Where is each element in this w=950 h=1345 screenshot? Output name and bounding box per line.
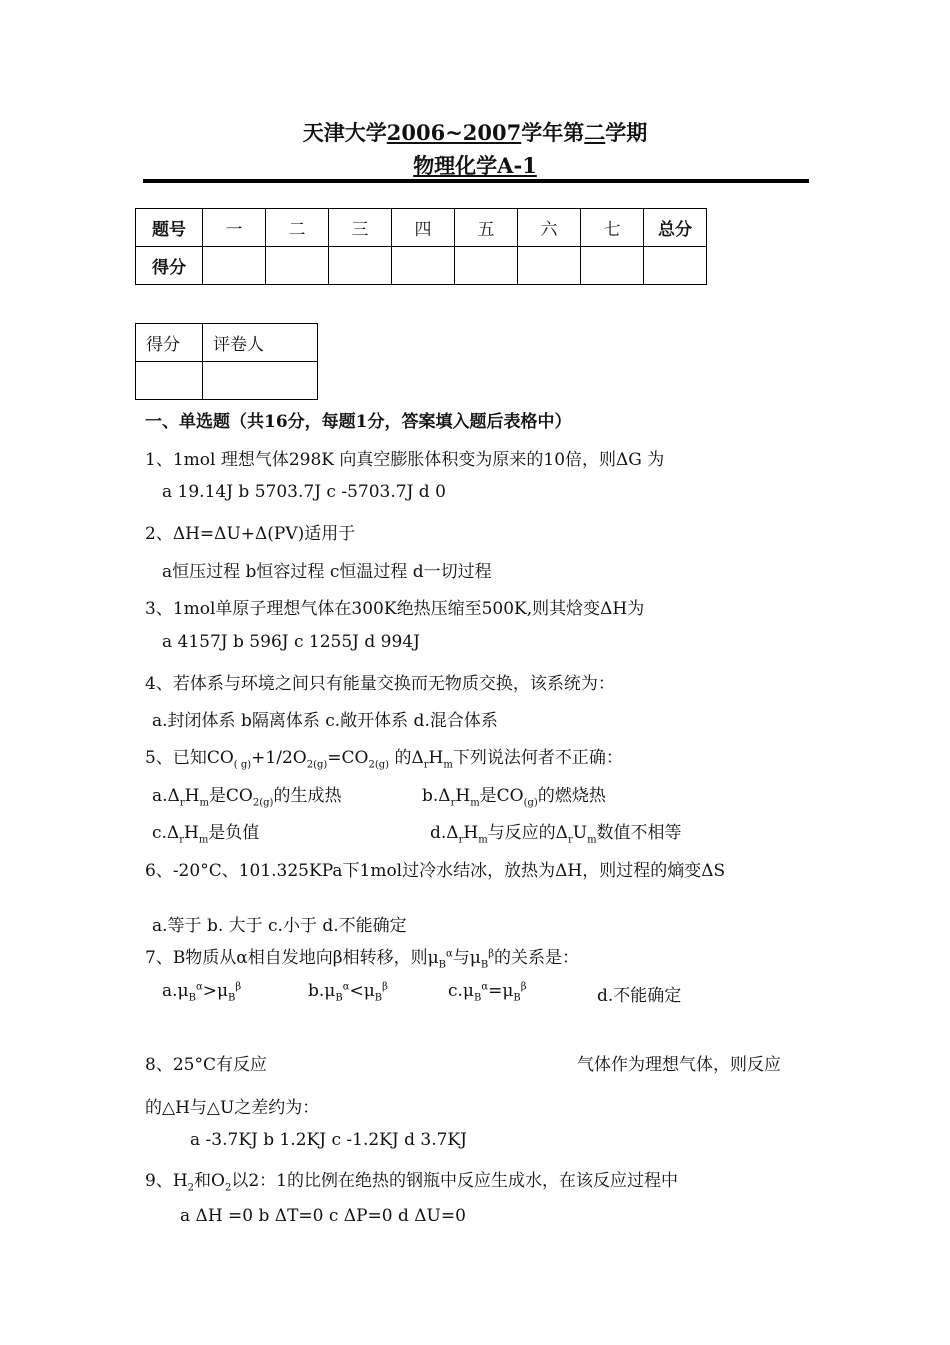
question-5-option-a: $a.\Delta_rH_m$是$CO_{2(g)}$的生成热 (152, 786, 342, 809)
question-4-options: a.封闭体系 b隔离体系 c.敞开体系 d.混合体系 (152, 711, 498, 731)
question-5: 5、已知$CO_{( g)}+1/2O_{2(g)}=CO_{2(g)}$ 的$\Delta_rH_m$下列说法何者不正确： (145, 748, 623, 771)
question-8-left: 8、25°C有反应 (145, 1055, 267, 1075)
score-header-cell: 一 (203, 209, 266, 247)
grader-score-cell[interactable] (136, 362, 203, 400)
grader-name-label: 评卷人 (203, 324, 318, 362)
question-8-line2: 的△H与△U之差约为： (145, 1098, 320, 1118)
score-cell[interactable] (392, 247, 455, 285)
question-8-right: 气体作为理想气体，则反应 (577, 1055, 781, 1075)
question-7-option-b: $b.\mu_B^\alpha<\mu_B^\beta$ (308, 981, 388, 1004)
question-8-options: a -3.7KJ b 1.2KJ c -1.2KJ d 3.7KJ (190, 1130, 467, 1150)
question-6: 6、-20°C、101.325KPa下1mol过冷水结冰，放热为ΔH，则过程的熵变ΔS (145, 861, 726, 881)
question-2-options: a恒压过程 b恒容过程 c恒温过程 d一切过程 (162, 562, 492, 582)
score-header-cell: 六 (518, 209, 581, 247)
score-cell[interactable] (266, 247, 329, 285)
exam-title: 天津大学2006~2007学年第二学期 (302, 120, 648, 145)
score-header-cell: 五 (455, 209, 518, 247)
section-heading: 一、单选题（共16分，每题1分，答案填入题后表格中） (145, 412, 572, 432)
score-cell[interactable] (581, 247, 644, 285)
course-title: 物理化学A-1 (413, 153, 537, 178)
score-header-cell: 题号 (136, 209, 203, 247)
score-table-header-row (136, 209, 707, 247)
score-row-label: 得分 (136, 247, 203, 285)
question-7: 7、B物质从α相自发地向β相转移，则$\mu_B^\alpha$与$\mu_B^\beta$的关系是： (145, 948, 579, 971)
grader-name-cell[interactable] (203, 362, 318, 400)
question-9-options: a ΔH =0 b ΔT=0 c ΔP=0 d ΔU=0 (180, 1206, 466, 1226)
score-cell[interactable] (518, 247, 581, 285)
title-divider (143, 179, 809, 183)
question-5-option-d: $d.\Delta_rH_m$与反应的$\Delta_rU_m$数值不相等 (430, 823, 682, 846)
score-header-cell: 三 (329, 209, 392, 247)
grader-score-label: 得分 (136, 324, 203, 362)
question-9: 9、$H_2$和$O_2$以2：1的比例在绝热的钢瓶中反应生成水，在该反应过程中 (145, 1171, 678, 1194)
score-header-cell: 二 (266, 209, 329, 247)
score-header-cell: 总分 (644, 209, 707, 247)
question-7-option-d: d.不能确定 (597, 986, 682, 1006)
grader-table (135, 323, 318, 400)
question-4: 4、若体系与环境之间只有能量交换而无物质交换，该系统为： (145, 674, 615, 694)
question-3: 3、1mol单原子理想气体在300K绝热压缩至500K,则其焓变ΔH为 (145, 599, 645, 619)
question-5-option-b: $b.\Delta_rH_m$是$CO_{(g)}$的燃烧热 (422, 786, 606, 809)
score-table-score-row (136, 247, 707, 285)
question-3-options: a 4157J b 596J c 1255J d 994J (162, 632, 420, 652)
question-7-option-a: $a.\mu_B^\alpha>\mu_B^\beta$ (162, 981, 242, 1004)
score-header-cell: 四 (392, 209, 455, 247)
score-table (135, 208, 707, 285)
score-cell[interactable] (329, 247, 392, 285)
question-1-options: a 19.14J b 5703.7J c -5703.7J d 0 (162, 482, 446, 502)
score-cell[interactable] (455, 247, 518, 285)
score-header-cell: 七 (581, 209, 644, 247)
question-6-options: a.等于 b. 大于 c.小于 d.不能确定 (152, 916, 407, 936)
question-5-option-c: $c.\Delta_rH_m$是负值 (152, 823, 260, 846)
score-cell[interactable] (644, 247, 707, 285)
question-7-option-c: $c.\mu_B^\alpha=\mu_B^\beta$ (448, 981, 527, 1004)
question-1: 1、1mol 理想气体298K 向真空膨胀体积变为原来的10倍，则ΔG 为 (145, 450, 665, 470)
question-2: 2、ΔH=ΔU+Δ(PV)适用于 (145, 524, 356, 544)
score-cell[interactable] (203, 247, 266, 285)
